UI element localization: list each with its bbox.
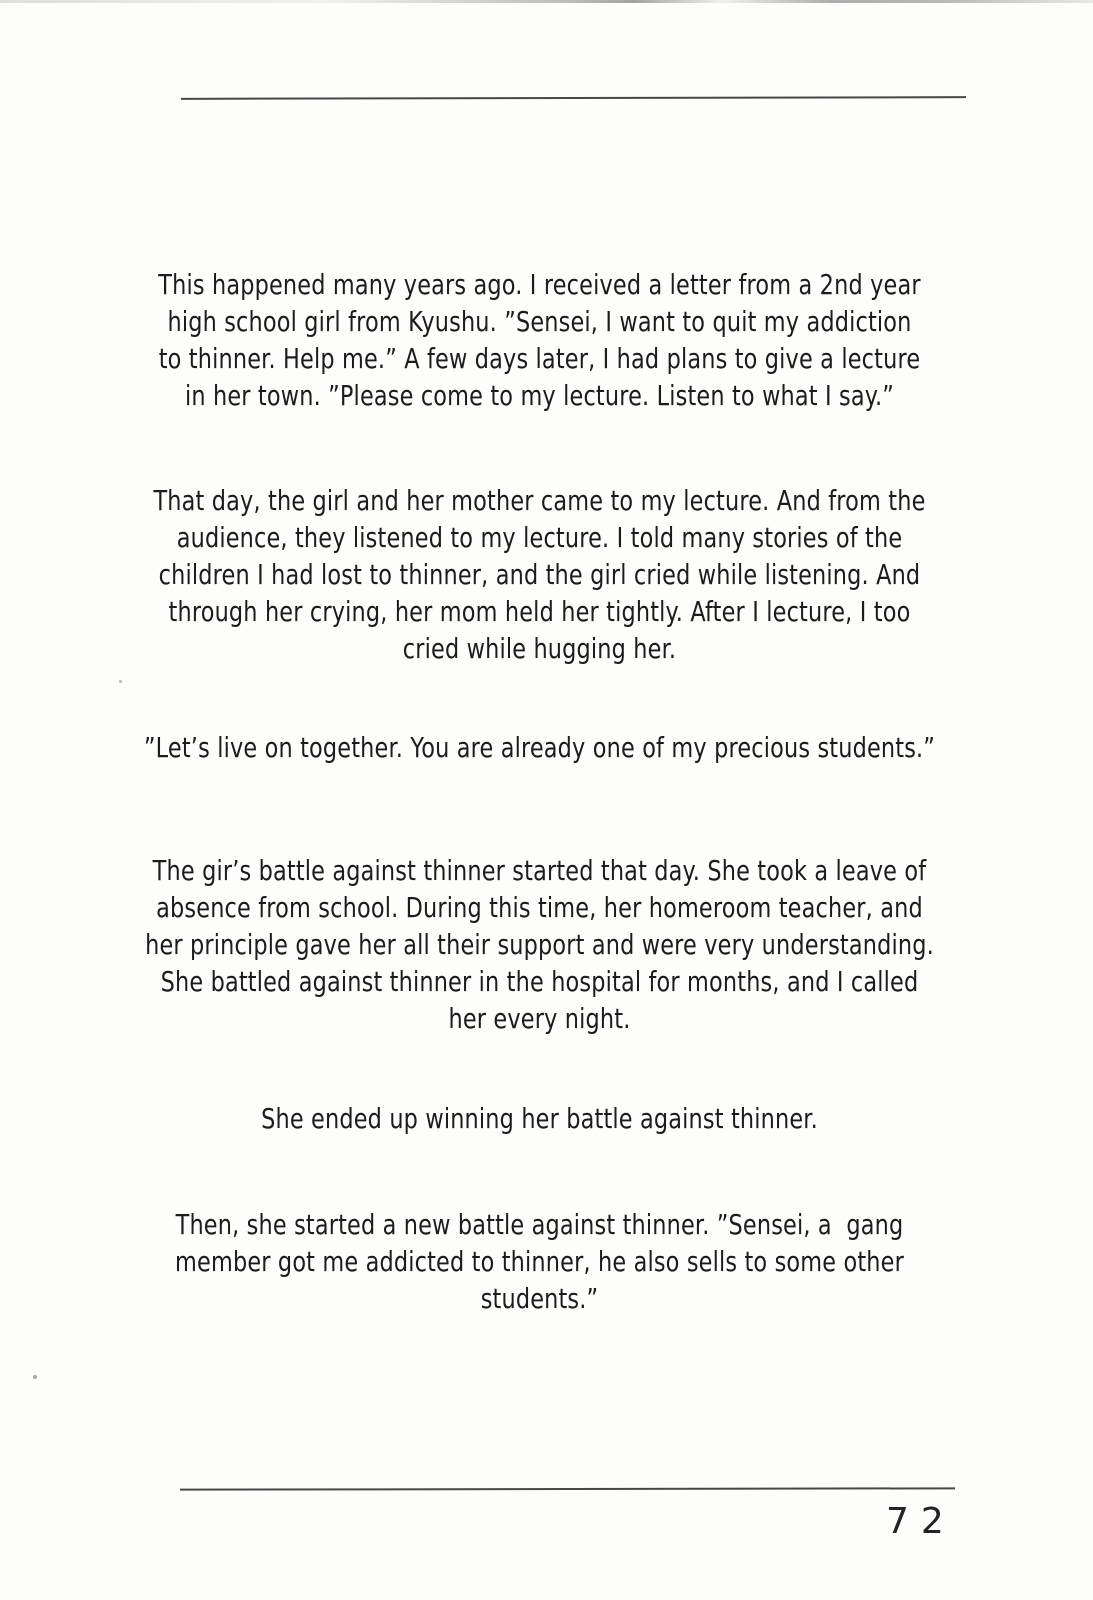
text-line: She ended up winning her battle against thinner. [261,1102,818,1135]
paragraph [108,266,971,414]
text-line: absence from school. During this time, her homeroom teacher, and [156,891,923,924]
text-line: That day, the girl and her mother came to my lecture. And from the [153,484,926,517]
text-line: This happened many years ago. I received a letter from a 2nd year [158,268,921,301]
text-line: her principle gave her all their support and were very understanding. [145,928,934,961]
text-line: ”Let’s live on together. You are already one of my precious students.” [143,731,936,764]
text-line: She battled against thinner in the hospital for months, and I called [160,965,919,998]
text-line: to thinner. Help me.” A few days later, I had plans to give a lecture [158,342,921,375]
text-line: high school girl from Kyushu. ”Sensei, I want to quit my addiction [167,305,912,338]
text-line: students.” [480,1282,599,1315]
text-line: children I had lost to thinner, and the girl cried while listening. And [158,558,921,591]
paragraph [108,729,971,766]
text-line: audience, they listened to my lecture. I told many stories of the [176,521,903,554]
text-line: cried while hugging her. [402,632,677,665]
paragraph [108,1206,971,1317]
text-line: The gir’s battle against thinner started that day. She took a leave of [152,854,927,887]
text-line: her every night. [448,1002,631,1035]
paragraph [108,1100,971,1137]
text-line: through her crying, her mom held her tightly. After I lecture, I too [168,595,911,628]
page-number: 72 [886,1501,956,1542]
text-line: member got me addicted to thinner, he also sells to some other [175,1245,904,1278]
text-line: in her town. ”Please come to my lecture. Listen to what I say.” [184,379,895,412]
text-line: Then, she started a new battle against thinner. ”Sensei, a gang [175,1208,904,1241]
paragraph [108,852,971,1037]
paragraph [108,482,971,667]
